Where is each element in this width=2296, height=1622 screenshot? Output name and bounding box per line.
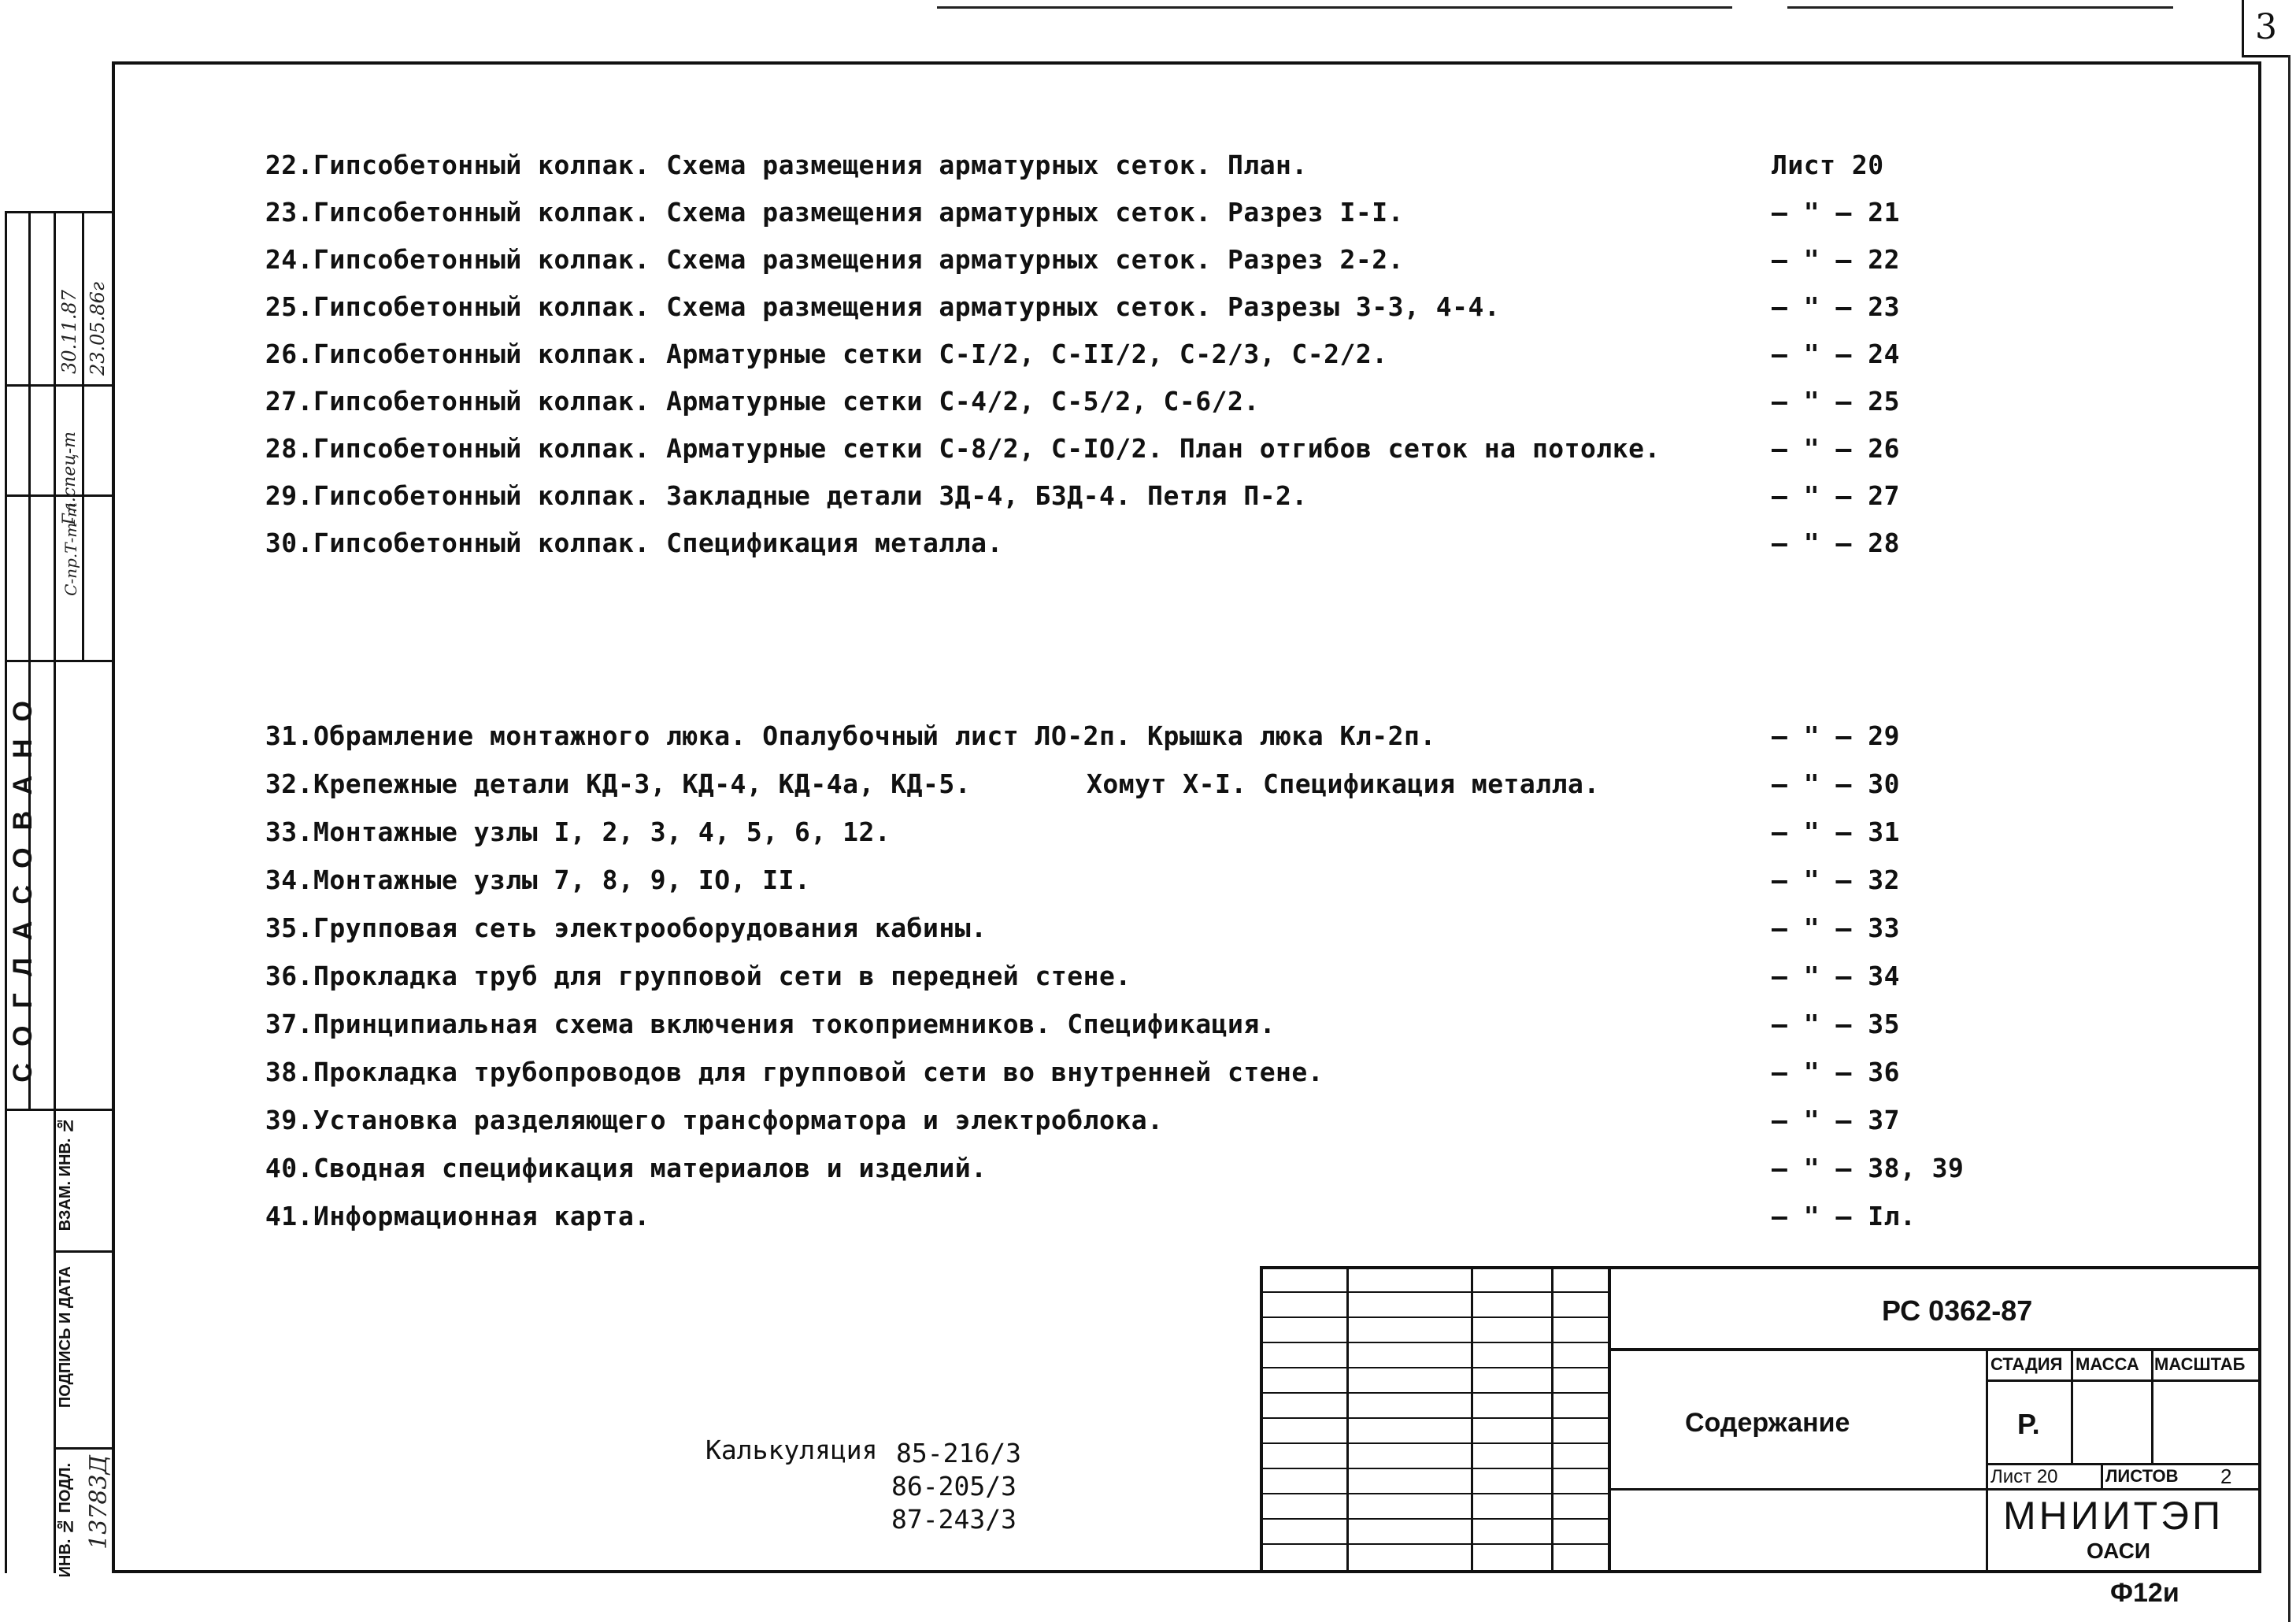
calculation-ref-3: 87-243/3 xyxy=(891,1504,1017,1535)
right-margin-line xyxy=(2288,55,2290,1622)
sheets-value: 2 xyxy=(2220,1465,2232,1488)
calculation-ref-2: 86-205/3 xyxy=(891,1471,1017,1502)
handwritten-note-3: Гл.спец-т xyxy=(60,431,80,525)
side-strip xyxy=(5,211,113,1578)
top-rule-right xyxy=(1787,6,2173,9)
list-item: 37. Принципиальная схема включения токоприемников. Спецификация. – " – 35 xyxy=(265,1009,1900,1039)
mass-header: МАССА xyxy=(2076,1354,2139,1374)
sheet-label: Лист 20 xyxy=(1990,1466,2058,1487)
list-item: 39. Установка разделяющего трансформатора и электроблока. – " – 37 xyxy=(265,1105,1900,1135)
list-item: 31. Обрамление монтажного люка. Опалубочный лист ЛО-2п. Крышка люка Кл-2п. – " – 29 xyxy=(265,720,1900,751)
list-item: 41. Информационная карта. – " – Iл. xyxy=(265,1201,1916,1231)
list-item: 26. Гипсобетонный колпак. Арматурные сетки С-I/2, С-II/2, С-2/3, С-2/2. – " – 24 xyxy=(265,339,1900,369)
list-item: 33. Монтажные узлы I, 2, 3, 4, 5, 6, 12. – " – 31 xyxy=(265,817,1900,847)
list-item: 30. Гипсобетонный колпак. Спецификация металла. – " – 28 xyxy=(265,528,1900,558)
list-item: 22. Гипсобетонный колпак. Схема размещения арматурных сеток. План. Лист 20 xyxy=(265,150,1884,180)
handwritten-note-1: 30.11.87 xyxy=(58,290,80,374)
calculation-label: Калькуляция xyxy=(705,1435,878,1465)
list-item: 29. Гипсобетонный колпак. Закладные детали ЗД-4, БЗД-4. Петля П-2. – " – 27 xyxy=(265,480,1900,511)
signature-date-label: ПОДПИСЬ И ДАТА xyxy=(57,1266,74,1409)
sheets-label: ЛИСТОВ xyxy=(2105,1466,2179,1486)
title-block xyxy=(1260,1266,2261,1573)
corner-sheet-number: 3 xyxy=(2242,0,2288,57)
organization-sub: ОАСИ xyxy=(2087,1539,2150,1563)
list-item: 36. Прокладка труб для групповой сети в передней стене. – " – 34 xyxy=(265,961,1900,991)
inv-number-handwritten: 13783Д xyxy=(85,1455,113,1550)
list-item: 23. Гипсобетонный колпак. Схема размещения арматурных сеток. Разрез I-I. – " – 21 xyxy=(265,197,1900,228)
organization-name: МНИИТЭП xyxy=(2003,1494,2224,1538)
inv-original-label: ИНВ. № ПОДЛ. xyxy=(57,1463,74,1578)
handwritten-note-2: 23.05.86г xyxy=(87,282,109,376)
stage-header: СТАДИЯ xyxy=(1990,1354,2063,1374)
list-item: 38. Прокладка трубопроводов для групповой сети во внутренней стене. – " – 36 xyxy=(265,1057,1900,1087)
handwritten-note-4: С-пр.Т-т-т xyxy=(61,502,80,596)
list-item: 24. Гипсобетонный колпак. Схема размещения арматурных сеток. Разрез 2-2. – " – 22 xyxy=(265,244,1900,275)
sheet-title: Содержание xyxy=(1685,1408,1850,1438)
list-item: 40. Сводная спецификация материалов и изделий. – " – 38, 39 xyxy=(265,1153,1965,1183)
format-label: Ф12и xyxy=(2110,1578,2179,1608)
list-item: 32. Крепежные детали КД-3, КД-4, КД-4а, КД-5. Хомут X-I. Спецификация металла. – " – 30 xyxy=(265,768,1900,799)
stage-value: Р. xyxy=(2017,1408,2040,1440)
list-item: 35. Групповая сеть электрооборудования кабины. – " – 33 xyxy=(265,913,1900,943)
document-designation: РС 0362-87 xyxy=(1882,1294,2033,1327)
replace-inv-label: ВЗАМ. ИНВ. № xyxy=(57,1117,74,1231)
list-item: 27. Гипсобетонный колпак. Арматурные сетки С-4/2, С-5/2, С-6/2. – " – 25 xyxy=(265,386,1900,417)
calculation-ref-1: 85-216/3 xyxy=(896,1438,1021,1468)
scale-header: МАСШТАБ xyxy=(2154,1354,2246,1374)
list-item: 25. Гипсобетонный колпак. Схема размещения арматурных сеток. Разрезы 3-3, 4-4. – " – 23 xyxy=(265,291,1900,322)
top-rule-left xyxy=(937,6,1732,9)
list-item: 28. Гипсобетонный колпак. Арматурные сетки С-8/2, С-IO/2. План отгибов сеток на потолке. – " – 26 xyxy=(265,433,1900,464)
agreed-label: СОГЛАСОВАНО xyxy=(8,683,38,1083)
list-item: 34. Монтажные узлы 7, 8, 9, IO, II. – " – 32 xyxy=(265,865,1900,895)
